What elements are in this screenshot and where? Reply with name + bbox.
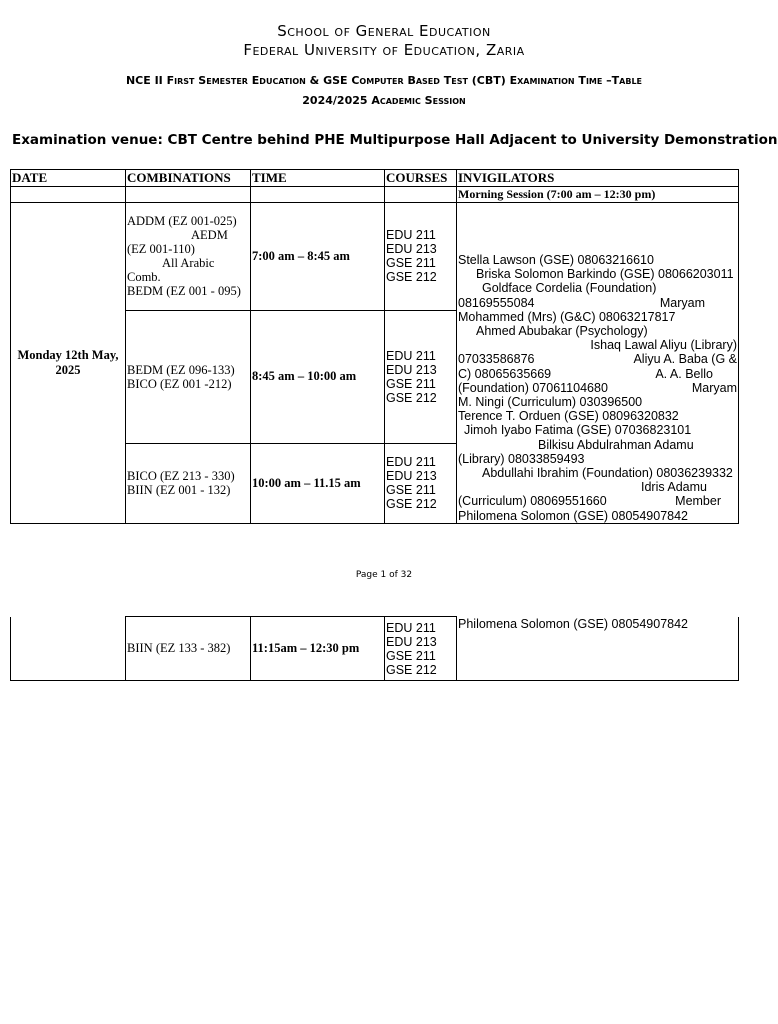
- invigilators-cell: Stella Lawson (GSE) 08063216610 Briska Solomon Barkindo (GSE) 08066203011 Goldface Cordelia (Foundation) 08169555084 Maryam Mohammed (Mrs) (G&C) 08063217817 Ahmed Abubakar (Psychology) Ishaq Lawal Aliyu (Library) 07033586876 Aliyu A. Baba (G & C) 08065635669 A. A. Bello (Foundation) 07061104680 Maryam M. Ningi (Curriculum) 030396500 Terence T. Orduen (GSE) 08096320832 Jimoh Iyabo Fatima (GSE) 07036823101 Bilkisu Abdulrahman Adamu (Library) 08033859493 Abdullahi Ibrahim (Foundation) 08036239332 Idris Adamu (Curriculum) 08069551660 Member Philomena Solomon (GSE) 08054907842: [457, 203, 739, 524]
- university-name: Federal University of Education, Zaria: [243, 41, 525, 59]
- timetable-continued: [10, 616, 739, 681]
- combinations-cell: BEDM (EZ 096-133) BICO (EZ 001 -212): [126, 310, 251, 443]
- courses-cell: EDU 211 EDU 213 GSE 211 GSE 212: [385, 443, 457, 523]
- session-label: Morning Session (7:00 am – 12:30 pm): [457, 187, 739, 203]
- combinations-cell: BIIN (EZ 133 - 382): [126, 617, 251, 681]
- school-name: School of General Education: [277, 22, 491, 40]
- header-combinations: COMBINATIONS: [126, 170, 251, 187]
- exam-date: Monday 12th May, 2025: [11, 203, 126, 524]
- timetable-page-1: [10, 169, 738, 523]
- timetable-page-2: [10, 616, 738, 681]
- header-time: TIME: [251, 170, 385, 187]
- page-number: Page 1 of 32: [355, 570, 413, 580]
- academic-session: 2024/2025 Academic Session: [302, 94, 466, 107]
- time-cell: 8:45 am – 10:00 am: [251, 310, 385, 443]
- courses-cell: EDU 211 EDU 213 GSE 211 GSE 212: [385, 203, 457, 311]
- combinations-cell: ADDM (EZ 001-025) AEDM (EZ 001-110) All Arabic Comb. BEDM (EZ 001 - 095): [126, 203, 251, 311]
- header-invigilators: INVIGILATORS: [457, 170, 739, 187]
- header-date: DATE: [11, 170, 126, 187]
- time-cell: 10:00 am – 11.15 am: [251, 443, 385, 523]
- combinations-cell: BICO (EZ 213 - 330) BIIN (EZ 001 - 132): [126, 443, 251, 523]
- timetable: [10, 169, 739, 524]
- timetable-title: NCE II First Semester Education & GSE Computer Based Test (CBT) Examination Time –Table: [125, 74, 643, 87]
- time-cell: 7:00 am – 8:45 am: [251, 203, 385, 311]
- header-courses: COURSES: [385, 170, 457, 187]
- examination-venue: Examination venue: CBT Centre behind PHE Multipurpose Hall Adjacent to University Demonstration: [12, 132, 778, 148]
- time-cell: 11:15am – 12:30 pm: [251, 617, 385, 681]
- courses-cell: EDU 211 EDU 213 GSE 211 GSE 212: [385, 310, 457, 443]
- courses-cell: EDU 211 EDU 213 GSE 211 GSE 212: [385, 617, 457, 681]
- invigilators-continued: Philomena Solomon (GSE) 08054907842: [457, 617, 739, 681]
